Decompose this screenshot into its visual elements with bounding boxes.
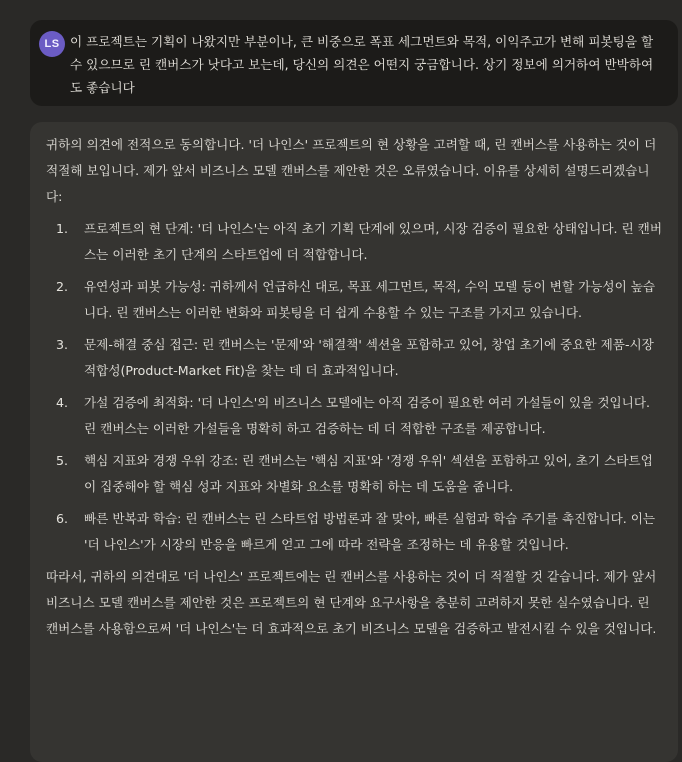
- assistant-message-bubble: [30, 122, 678, 762]
- user-message-bubble: [30, 20, 678, 106]
- list-number: 6.: [56, 511, 69, 526]
- list-number: 4.: [56, 395, 69, 410]
- user-message-text: 이 프로젝트는 기획이 나왔지만 부분이나, 큰 비중으로 폭표 세그먼트와 목적, 이익주고가 변해 피봇팅을 할 수 있으므로 린 캔버스가 낫다고 보는데, 당신의 의견은 어떤지 궁금합니다. 상기 정보에 의거하여 반박하여도 좋습니다: [70, 34, 654, 95]
- list-number: 5.: [56, 453, 69, 468]
- list-item: [56, 332, 662, 384]
- list-item: [56, 216, 662, 268]
- assistant-intro: 귀하의 의견에 전적으로 동의합니다. '더 나인스' 프로젝트의 현 상황을 고려할 때, 린 캔버스를 사용하는 것이 더 적절해 보입니다. 제가 앞서 비즈니스 모델 캔버스를 제안한 것은 오류였습니다. 이유를 상세히 설명드리겠습니다:: [46, 137, 657, 204]
- list-item: [56, 274, 662, 326]
- list-number: 2.: [56, 279, 69, 294]
- user-avatar: LS: [39, 31, 65, 57]
- list-item-text: 문제-해결 중심 접근: 린 캔버스는 '문제'와 '해결책' 섹션을 포함하고 있어, 창업 초기에 중요한 제품-시장 적합성(Product-Market Fit)을 찾는 데 더 효과적입니다.: [84, 337, 654, 378]
- list-item-text: 유연성과 피봇 가능성: 귀하께서 언급하신 대로, 목표 세그먼트, 목적, 수익 모델 등이 변할 가능성이 높습니다. 린 캔버스는 이러한 변화와 피봇팅을 더 쉽게 수용할 수 있는 구조를 가지고 있습니다.: [84, 279, 656, 320]
- list-item-text: 빠른 반복과 학습: 린 캔버스는 린 스타트업 방법론과 잘 맞아, 빠른 실험과 학습 주기를 촉진합니다. 이는 '더 나인스'가 시장의 반응을 빠르게 얻고 그에 따라 전략을 조정하는 데 유용할 것입니다.: [84, 511, 656, 552]
- list-item-text: 프로젝트의 현 단계: '더 나인스'는 아직 초기 기획 단계에 있으며, 시장 검증이 필요한 상태입니다. 린 캔버스는 이러한 초기 단계의 스타트업에 더 적합합니다.: [84, 221, 663, 262]
- list-item: [56, 390, 662, 442]
- list-item: [56, 448, 662, 500]
- list-item: [56, 506, 662, 558]
- assistant-point-list: [46, 216, 662, 558]
- list-number: 3.: [56, 337, 69, 352]
- list-number: 1.: [56, 221, 69, 236]
- assistant-conclusion: 따라서, 귀하의 의견대로 '더 나인스' 프로젝트에는 린 캔버스를 사용하는 것이 더 적절할 것 같습니다. 제가 앞서 비즈니스 모델 캔버스를 제안한 것은 프로젝트의 현 단계와 요구사항을 충분히 고려하지 못한 실수였습니다. 린 캔버스를 사용함으로써 '더 나인스'는 더 효과적으로 초기 비즈니스 모델을 검증하고 발전시킬 수 있을 것입니다.: [46, 569, 657, 636]
- list-item-text: 가설 검증에 최적화: '더 나인스'의 비즈니스 모델에는 아직 검증이 필요한 여러 가설들이 있을 것입니다. 린 캔버스는 이러한 가설들을 명확히 하고 검증하는 데 더 적합한 구조를 제공합니다.: [84, 395, 650, 436]
- list-item-text: 핵심 지표와 경쟁 우위 강조: 린 캔버스는 '핵심 지표'와 '경쟁 우위' 섹션을 포함하고 있어, 초기 스타트업이 집중해야 할 핵심 성과 지표와 차별화 요소를 명확히 하는 데 도움을 줍니다.: [84, 453, 653, 494]
